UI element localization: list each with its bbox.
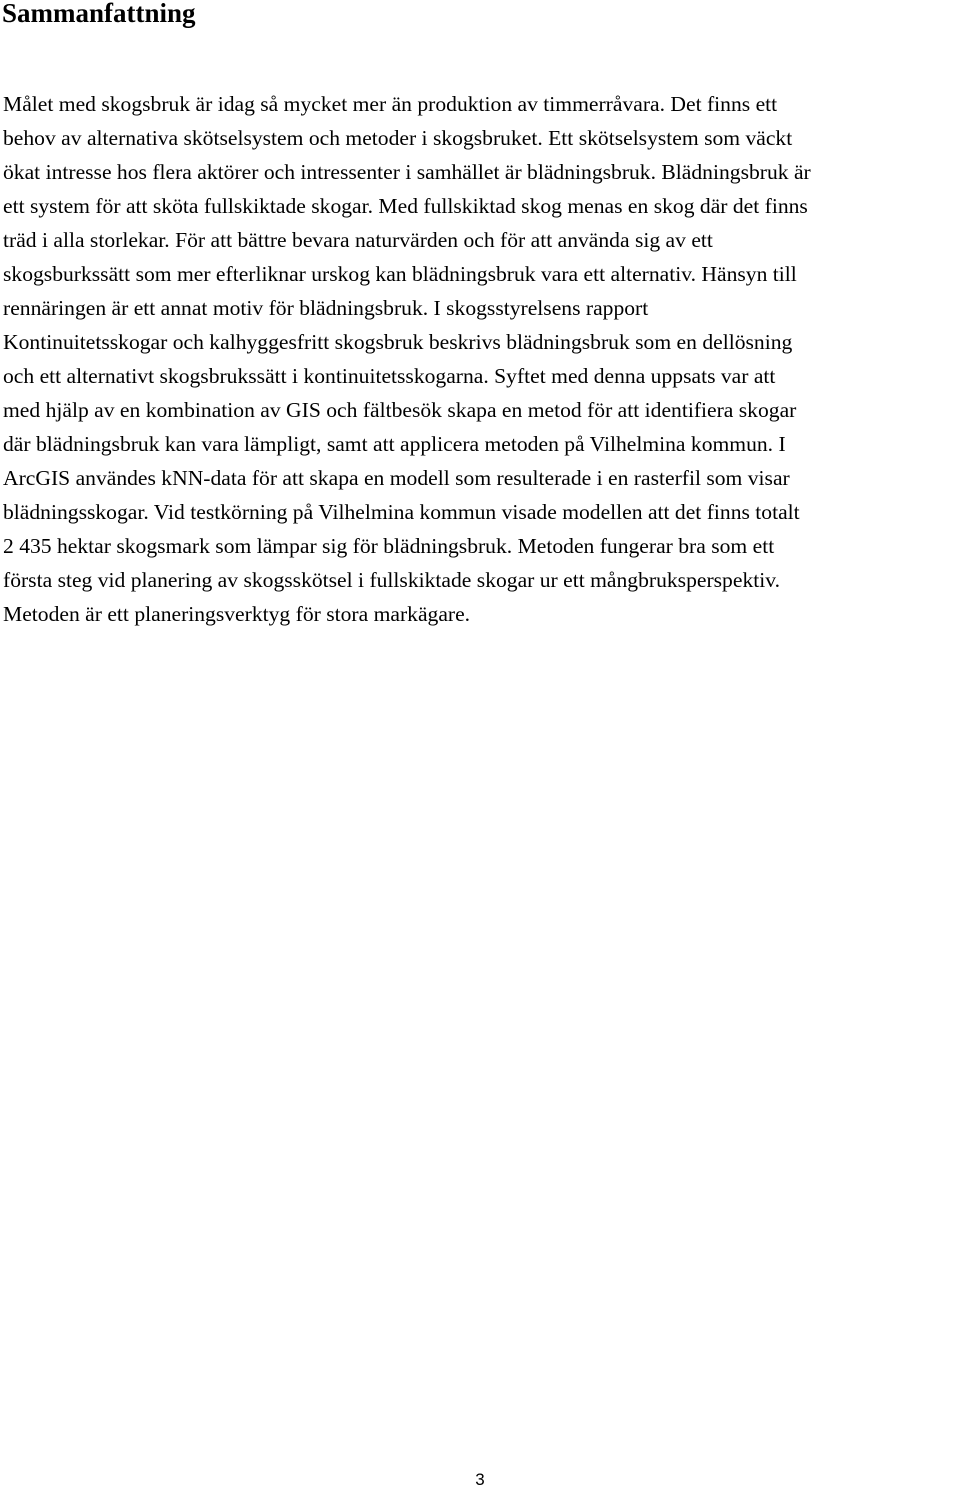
page-number: 3 (475, 1470, 485, 1489)
paragraph-line: träd i alla storlekar. För att bättre bevara naturvärden och för att använda sig av ett (3, 228, 713, 252)
paragraph-line: första steg vid planering av skogsskötsel i fullskiktade skogar ur ett mångbruksperspektiv. (3, 568, 781, 592)
paragraph-line: där blädningsbruk kan vara lämpligt, samt att applicera metoden på Vilhelmina kommun. I (3, 432, 786, 456)
paragraph-line: Kontinuitetsskogar och kalhyggesfritt skogsbruk beskrivs blädningsbruk som en dellösning (3, 330, 793, 354)
paragraph-line: behov av alternativa skötselsystem och metoder i skogsbruket. Ett skötselsystem som väckt (3, 126, 793, 150)
paragraph-line: ArcGIS användes kNN-data för att skapa en modell som resulterade i en rasterfil som visar (3, 466, 790, 490)
summary-paragraph (3, 87, 958, 631)
paragraph-line: skogsburkssätt som mer efterliknar urskog kan blädningsbruk vara ett alternativ. Hänsyn till (3, 262, 797, 286)
paragraph-line: ett system för att sköta fullskiktade skogar. Med fullskiktad skog menas en skog där det finns (3, 194, 808, 218)
page-title: Sammanfattning (2, 0, 196, 28)
paragraph-line: Målet med skogsbruk är idag så mycket mer än produktion av timmerråvara. Det finns ett (3, 92, 778, 116)
paragraph-line: rennäringen är ett annat motiv för blädningsbruk. I skogsstyrelsens rapport (3, 296, 649, 320)
paragraph-line: med hjälp av en kombination av GIS och fältbesök skapa en metod för att identifiera skogar (3, 398, 797, 422)
paragraph-line: 2 435 hektar skogsmark som lämpar sig för blädningsbruk. Metoden fungerar bra som ett (3, 534, 775, 558)
paragraph-line: ökat intresse hos flera aktörer och intressenter i samhället är blädningsbruk. Blädningsbruk är (3, 160, 811, 184)
paragraph-line: Metoden är ett planeringsverktyg för stora markägare. (3, 602, 471, 626)
paragraph-line: blädningsskogar. Vid testkörning på Vilhelmina kommun visade modellen att det finns totalt (3, 500, 800, 524)
paragraph-line: och ett alternativt skogsbrukssätt i kontinuitetsskogarna. Syftet med denna uppsats var att (3, 364, 776, 388)
